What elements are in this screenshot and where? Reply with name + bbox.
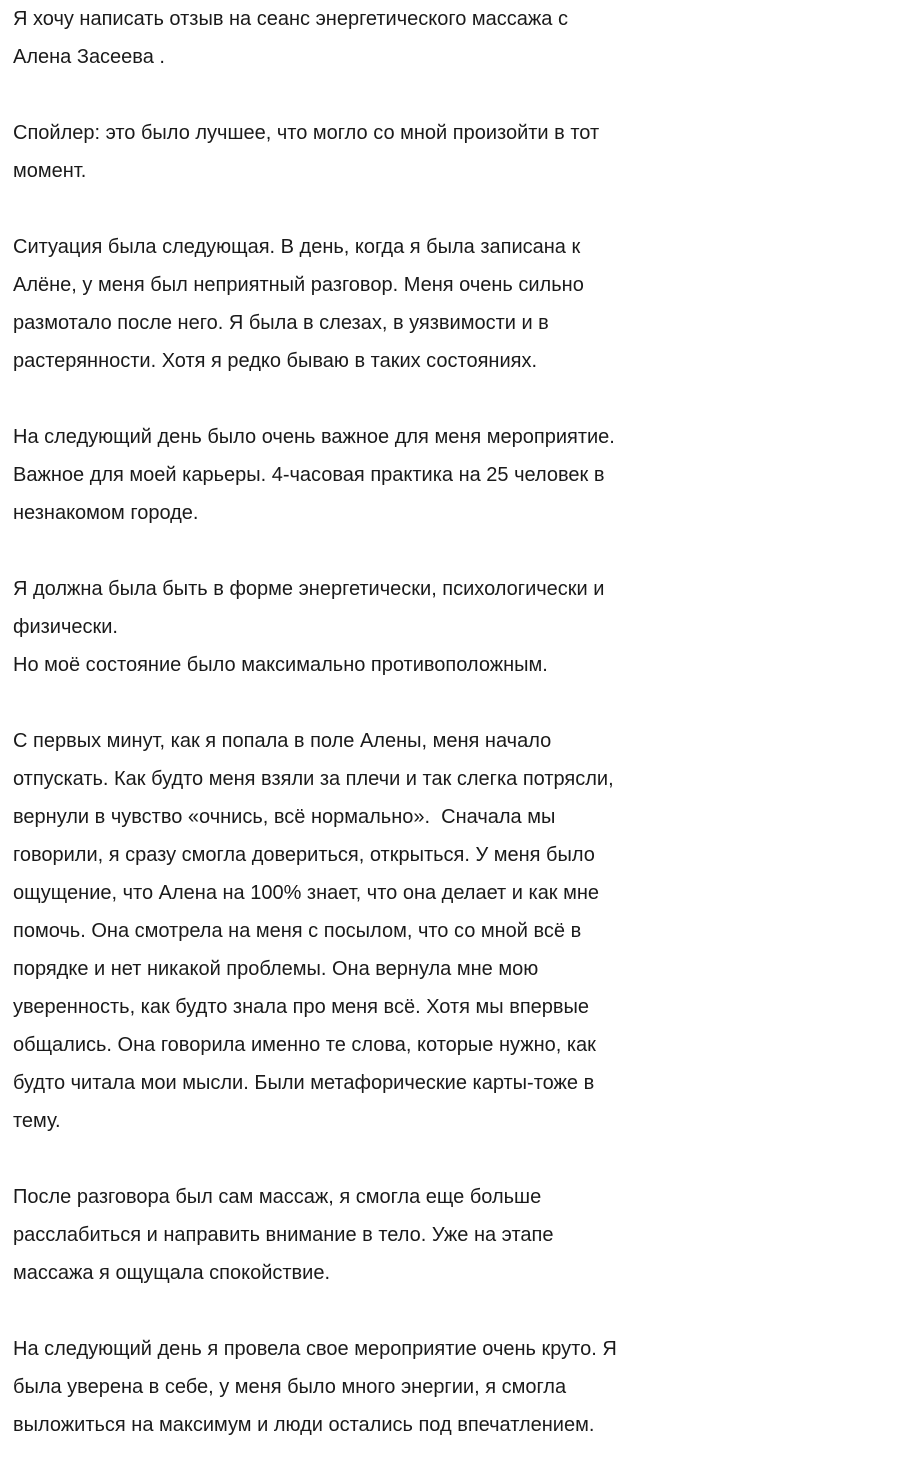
- paragraph: [13, 570, 924, 684]
- paragraph: [13, 0, 924, 76]
- text-line: Алёне, у меня был неприятный разговор. Меня очень сильно: [13, 274, 584, 296]
- text-line: помочь. Она смотрела на меня с посылом, что со мной всё в: [13, 920, 582, 942]
- text-line: размотало после него. Я была в слезах, в уязвимости и в: [13, 312, 549, 334]
- paragraph: [13, 722, 924, 1140]
- text-line: Я хочу написать отзыв на сеанс энергетического массажа с: [13, 8, 568, 30]
- text-line: ощущение, что Алена на 100% знает, что она делает и как мне: [13, 882, 600, 904]
- text-line: незнакомом городе.: [13, 502, 199, 524]
- paragraph: [13, 1178, 924, 1292]
- text-line: После разговора был сам массаж, я смогла еще больше: [13, 1186, 542, 1208]
- text-line: говорили, я сразу смогла довериться, открыться. У меня было: [13, 844, 595, 866]
- text-line: На следующий день я провела свое мероприятие очень круто. Я: [13, 1338, 617, 1360]
- text-line: вернули в чувство «очнись, всё нормально». Сначала мы: [13, 806, 556, 828]
- text-line: Алена Засеева .: [13, 46, 165, 68]
- paragraph: [13, 228, 924, 380]
- paragraph: [13, 114, 924, 190]
- text-line: расслабиться и направить внимание в тело. Уже на этапе: [13, 1224, 554, 1246]
- text-line: С первых минут, как я попала в поле Алены, меня начало: [13, 730, 552, 752]
- text-line: порядке и нет никакой проблемы. Она вернула мне мою: [13, 958, 539, 980]
- text-line: была уверена в себе, у меня было много энергии, я смогла: [13, 1376, 567, 1398]
- text-line: Ситуация была следующая. В день, когда я была записана к: [13, 236, 581, 258]
- text-line: уверенность, как будто знала про меня всё. Хотя мы впервые: [13, 996, 590, 1018]
- text-line: будто читала мои мысли. Были метафорические карты-тоже в: [13, 1072, 595, 1094]
- text-line: момент.: [13, 160, 87, 182]
- text-line: выложиться на максимум и люди остались под впечатлением.: [13, 1414, 595, 1436]
- text-line: Важное для моей карьеры. 4-часовая практика на 25 человек в: [13, 464, 605, 486]
- text-line: Спойлер: это было лучшее, что могло со мной произойти в тот: [13, 122, 600, 144]
- text-line: Но моё состояние было максимально противоположным.: [13, 654, 548, 676]
- text-line: отпускать. Как будто меня взяли за плечи и так слегка потрясли,: [13, 768, 614, 790]
- text-line: растерянности. Хотя я редко бываю в таких состояниях.: [13, 350, 538, 372]
- paragraph: [13, 418, 924, 532]
- text-line: общались. Она говорила именно те слова, которые нужно, как: [13, 1034, 596, 1056]
- text-line: На следующий день было очень важное для меня мероприятие.: [13, 426, 615, 448]
- text-line: Я должна была быть в форме энергетически, психологически и: [13, 578, 605, 600]
- paragraph: [13, 1330, 924, 1444]
- text-line: физически.: [13, 616, 118, 638]
- text-line: тему.: [13, 1110, 61, 1132]
- text-line: массажа я ощущала спокойствие.: [13, 1262, 331, 1284]
